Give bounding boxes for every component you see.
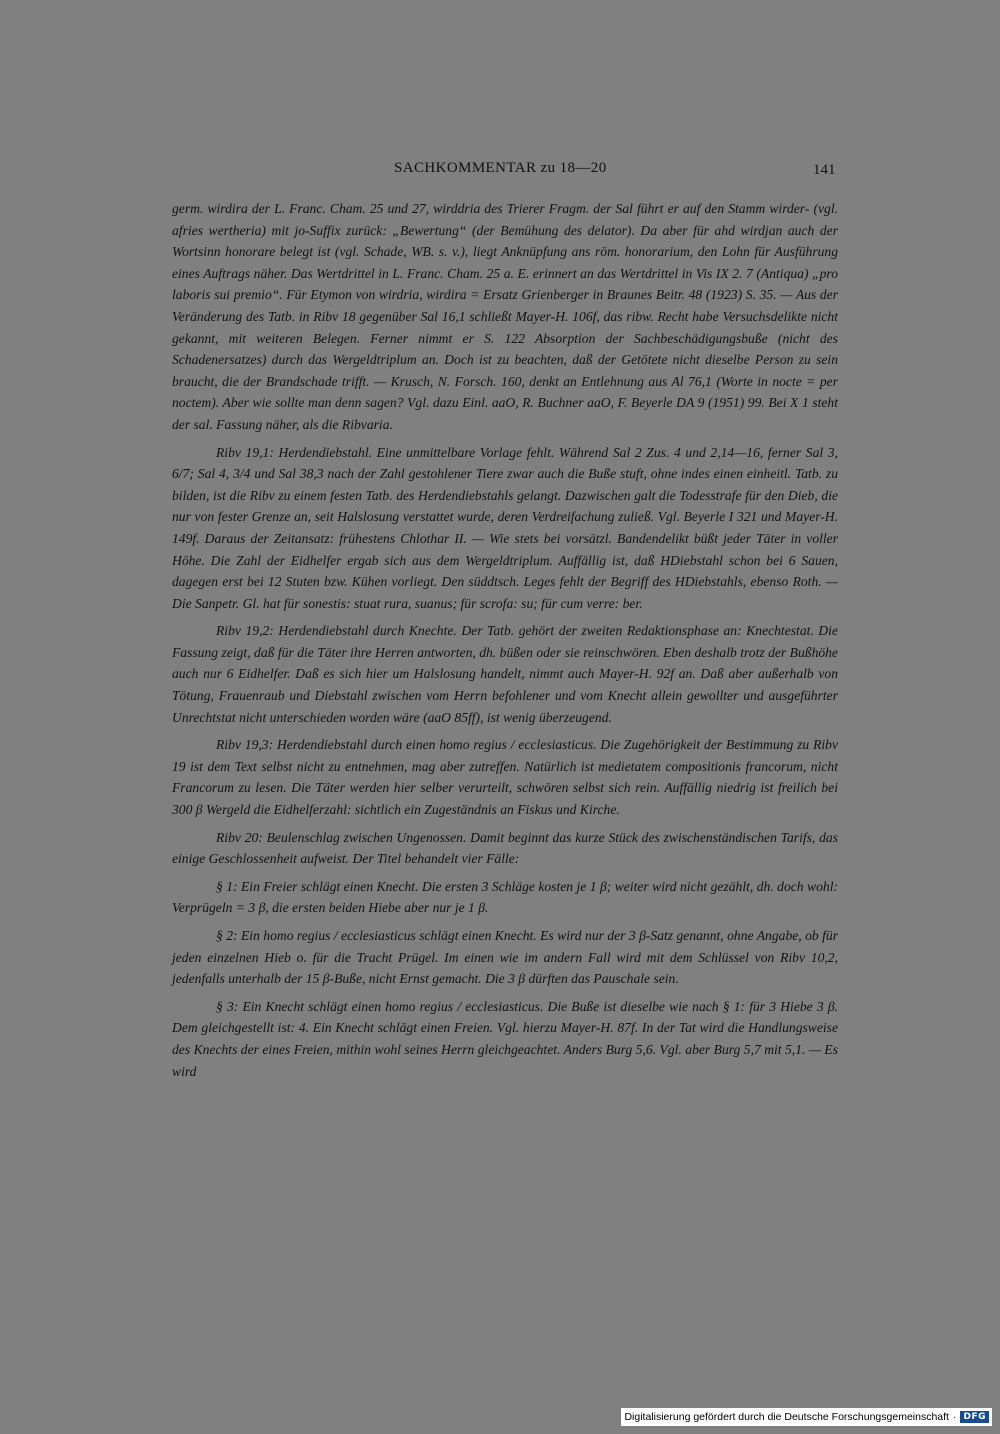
paragraph-ribv-19-2: Ribv 19,2: Herdendiebstahl durch Knechte. Der Tatb. gehört der zweiten Redaktionsphase an: Knechtestat. Die Fassung zeigt, daß für die Täter ihre Herren antworten, dh. büßen oder sie reinschwören. Eben deshalb trotz der Bußhöhe auch nur 6 Eidhelfer. Daß es sich hier um Halslosung handelt, nimmt auch Mayer-H. 92f an. Daß aber außerhalb von Tötung, Frauenraub und Diebstahl zwischen vom Herrn befohlener und vom Knecht allein gewollter und ausgeführter Unrechtstat nicht unterschieden worden wäre (aaO 85ff), ist wenig überzeugend.: [172, 623, 838, 725]
body-text: [172, 198, 838, 1088]
digitization-credit-text: Digitalisierung gefördert durch die Deutsche Forschungsgemeinschaft: [624, 1411, 949, 1423]
paragraph-ribv-20: Ribv 20: Beulenschlag zwischen Ungenossen. Damit beginnt das kurze Stück des zwischenständischen Tarifs, das einige Geschlossenheit aufweist. Der Titel behandelt vier Fälle:: [172, 829, 838, 867]
page-number: 141: [813, 162, 836, 178]
paragraph-ribv-19-3: Ribv 19,3: Herdendiebstahl durch einen homo regius / ecclesiasticus. Die Zugehörigkeit der Bestimmung zu Ribv 19 ist dem Text selbst nicht zu entnehmen, mag aber zutreffen. Natürlich ist medietatem compositionis francorum, nicht Francorum zu lesen. Die Täter werden hier selber verurteilt, schwören selbst sich rein. Auffällig niedrig ist freilich bei 300 β Wergeld die Eidhelferzahl: sichtlich ein Zugeständnis an Fiskus und Kirche.: [172, 737, 838, 818]
paragraph-ribv-19-1: Ribv 19,1: Herdendiebstahl. Eine unmittelbare Vorlage fehlt. Während Sal 2 Zus. 4 und 2,14—16, ferner Sal 3, 6/7; Sal 4, 3/4 und Sal 38,3 nach der Zahl gestohlener Tiere zwar auch die Buße stuft, ohne indes einen einheitl. Tatb. zu bilden, ist die Ribv zu einem festen Tatb. des Herdendiebstahls gelangt. Dazwischen galt die Todesstrafe für den Dieb, die nur von fester Grenze an, seit Halslosung verstattet wurde, deren Verdreifachung zuließ. Vgl. Beyerle I 321 und Mayer-H. 149f. Daraus der Zeitansatz: frühestens Chlothar II. — Wie stets bei vorsätzl. Bandendelikt büßt jeder Täter in voller Höhe. Die Zahl der Eidhelfer ergab sich aus dem Wergeldtriplum. Auffällig ist, daß HDiebstahl schon bei 6 Sauen, dagegen erst bei 12 Stuten bzw. Kühen vorliegt. Den süddtsch. Leges fehlt der Begriff des HDiebstahls, ebenso Roth. — Die Sanpetr. Gl. hat für sonestis: stuat rura, suanus; für scrofa: su; für cum verre: ber.: [172, 444, 838, 611]
paragraph-section-1: § 1: Ein Freier schlägt einen Knecht. Die ersten 3 Schläge kosten je 1 β; weiter wird nicht gezählt, dh. doch wohl: Verprügeln = 3 β, die ersten beiden Hiebe aber nur je 1 β.: [172, 878, 838, 916]
running-head: [0, 160, 1000, 184]
dfg-logo: DFG: [960, 1411, 989, 1423]
running-title: SACHKOMMENTAR zu 18—20: [394, 160, 607, 176]
separator-dot: ·: [952, 1411, 957, 1423]
digitization-credit: [621, 1408, 992, 1426]
paragraph-commentary-ribv-18: germ. wirdira der L. Franc. Cham. 25 und 27, wirddria des Trierer Fragm. der Sal führt er auf den Stamm wirder- (vgl. afries wertheria) mit jo-Suffix zurück: „Bewertung“ (der Bemühung des delator). Da aber für ahd wirdjan auch der Wortsinn honorare belegt ist (vgl. Schade, WB. s. v.), liegt Anknüpfung ans röm. honorarium, den Lohn für Ausführung eines Auftrags näher. Das Wertdrittel in L. Franc. Cham. 25 a. E. erinnert an das Wertdrittel in Vis IX 2. 7 (Antiqua) „pro laboris sui premio“. Für Etymon von wirdria, wirdira = Ersatz Grienberger in Braunes Beitr. 48 (1923) S. 35. — Aus der Veränderung des Tatb. in Ribv 18 gegenüber Sal 16,1 schließt Mayer-H. 106f, das ribw. Recht habe Versuchsdelikte nicht gekannt, mit weiteren Belegen. Ferner nimmt er S. 122 Absorption der Sachbeschädigungsbuße (nicht des Schadenersatzes) durch das Wergeldtriplum an. Doch ist zu beachten, daß der Getötete nicht dieselbe Person zu sein braucht, die der Brandschade trifft. — Krusch, N. Forsch. 160, denkt an Entlehnung aus Al 76,1 (Worte in nocte = per noctem). Aber wie sollte man denn sagen? Vgl. dazu Einl. aaO, R. Buchner aaO, F. Beyerle DA 9 (1951) 99. Bei X 1 steht der sal. Fassung näher, als die Ribvaria.: [172, 201, 838, 432]
paragraph-section-2: § 2: Ein homo regius / ecclesiasticus schlägt einen Knecht. Es wird nur der 3 β-Satz genannt, ohne Angabe, ob für jeden einzelnen Hieb o. für die Tracht Prügel. Im einen wie im andern Fall wird mit dem Schlüssel von Ribv 10,2, jedenfalls unterhalb der 15 β-Buße, nicht Ernst gemacht. Die 3 β dürften das Pauschale sein.: [172, 928, 838, 987]
paragraph-section-3: § 3: Ein Knecht schlägt einen homo regius / ecclesiasticus. Die Buße ist dieselbe wie nach § 1: für 3 Hiebe 3 β. Dem gleichgestellt ist: 4. Ein Knecht schlägt einen Freien. Vgl. hierzu Mayer-H. 87f. In der Tat wird die Handlungsweise des Knechts der eines Freien, mithin wohl seines Herrn gleichgeachtet. Anders Burg 5,6. Vgl. aber Burg 5,7 mit 5,1. — Es wird: [172, 998, 838, 1079]
